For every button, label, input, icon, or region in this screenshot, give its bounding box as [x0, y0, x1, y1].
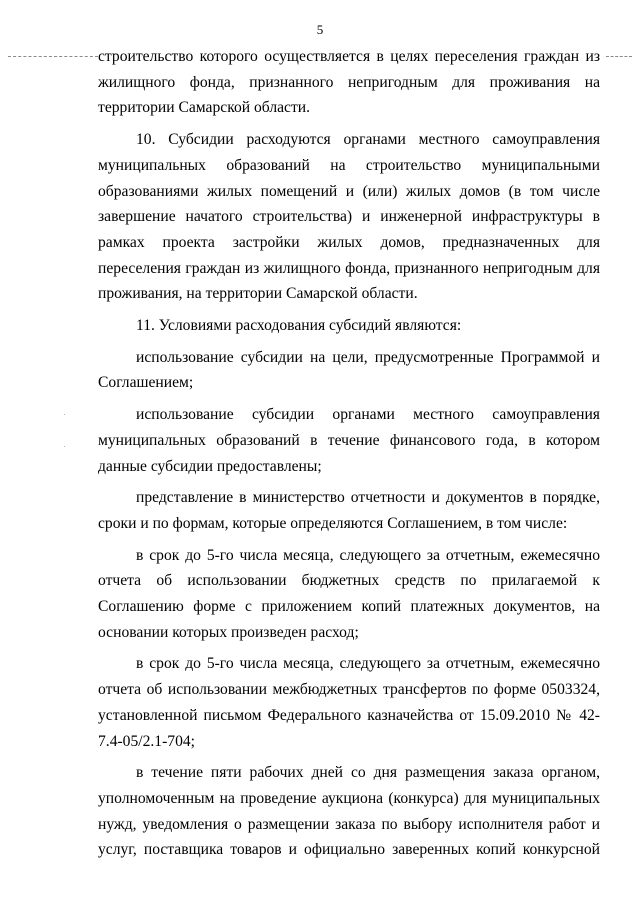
paragraph-clause-11: 11. Условиями расходования субсидий являются:	[136, 317, 462, 335]
paragraph-report-monthly-budget: в срок до 5-го числа месяца, следующего за отчетным, ежемесячно отчета об использовании бюджетных средств по прилагаемой к Соглашению форме с приложением копий платежных документов, на основании которых произведен расход;	[98, 546, 600, 641]
scan-artifact-dot	[64, 446, 65, 447]
paragraph-continuation: строительство которого осуществляется в целях переселения граждан из жилищного фонда, признанного непригодным для проживания на территории Самарской области.	[98, 48, 600, 117]
document-body	[98, 44, 600, 863]
page-number: 5	[316, 22, 324, 37]
paragraph-notice-auction: в течение пяти рабочих дней со дня размещения заказа органом, уполномоченным на проведение аукциона (конкурса) для муниципальных нужд, уведомления о размещении заказа по выбору исполнителя работ и услуг, поставщика товаров и официально заверенных копий конкурсной	[98, 764, 600, 859]
paragraph-clause-10: 10. Субсидии расходуются органами местного самоуправления муниципальных образований на строительство муниципальными образованиями жилых помещений и (или) жилых домов (в том числе завершение начатого строительства) и инженерной инфраструктуры в рамках проекта застройки жилых домов, предназначенных для переселения граждан из жилищного фонда, признанного непригодным для проживания, на территории Самарской области.	[98, 131, 600, 303]
scan-artifact-dashes-right	[606, 56, 632, 57]
scan-artifact-dashes	[8, 56, 98, 57]
paragraph-condition-3: представление в министерство отчетности и документов в порядке, сроки и по формам, которые определяются Соглашением, в том числе:	[98, 489, 600, 532]
paragraph-condition-2: использование субсидии органами местного самоуправления муниципальных образований в течение финансового года, в котором данные субсидии предоставлены;	[98, 406, 600, 475]
paragraph-report-monthly-transfers: в срок до 5-го числа месяца, следующего за отчетным, ежемесячно отчета об использовании межбюджетных трансфертов по форме 0503324, установленной письмом Федерального казначейства от 15.09.2010 № 42-7.4-05/2.1-704;	[98, 655, 600, 750]
scan-artifact-dot	[64, 414, 65, 415]
paragraph-condition-1: использование субсидии на цели, предусмотренные Программой и Соглашением;	[98, 348, 600, 392]
